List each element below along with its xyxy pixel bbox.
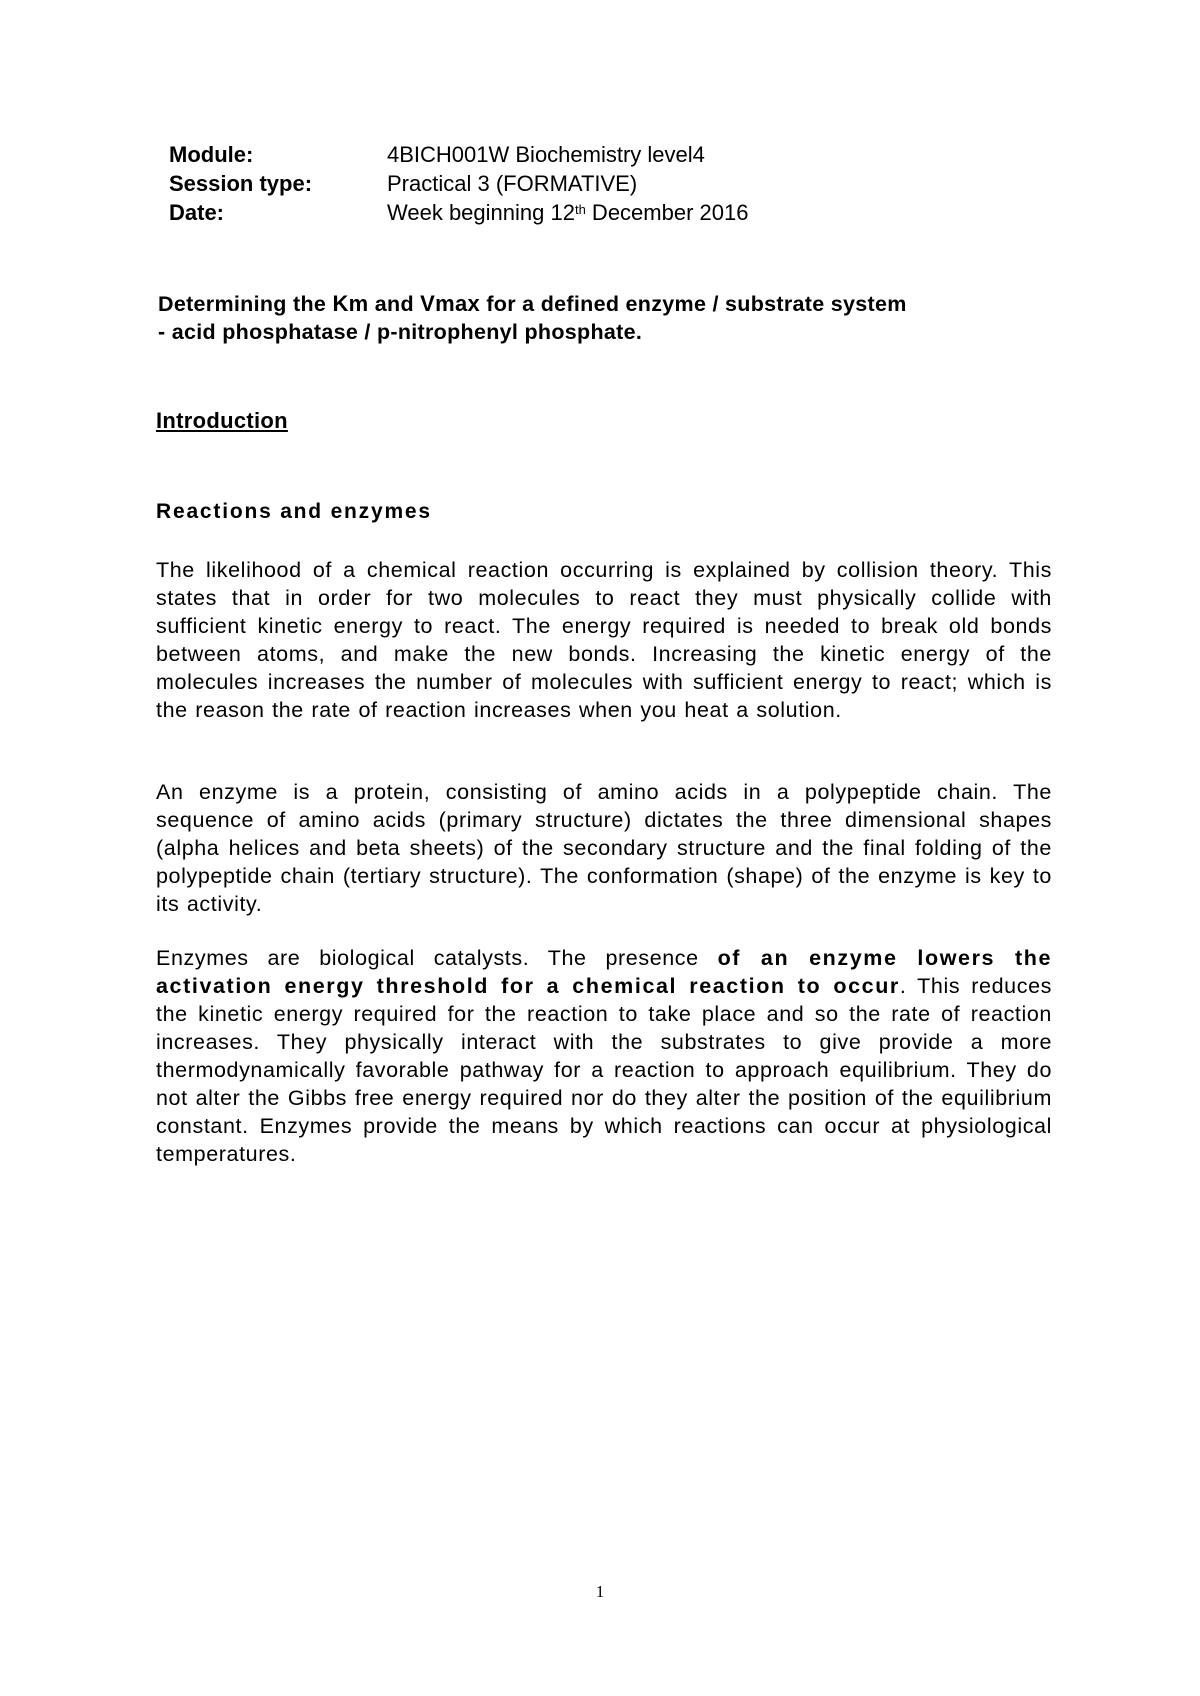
date-row [169, 198, 748, 227]
introduction-heading: Introduction [156, 408, 288, 433]
module-row [169, 140, 748, 169]
reactions-enzymes-heading: Reactions and enzymes [156, 500, 432, 523]
document-title [158, 290, 1058, 346]
module-label: Module: [169, 142, 254, 167]
date-suffix: December 2016 [585, 200, 749, 225]
paragraph-enzyme-catalysts [156, 944, 1052, 1168]
session-type-label: Session type: [169, 171, 313, 196]
paragraph-enzyme-structure: An enzyme is a protein, consisting of amino acids in a polypeptide chain. The sequence of amino acids (primary structure) dictates the three dimensional shapes (alpha helices and beta sheets) of the secondary structure and the final folding of the polypeptide chain (tertiary structure). The conformation (shape) of the enzyme is key to its activity. [156, 780, 1052, 916]
date-value [387, 198, 748, 227]
title-text-1: Determining the [158, 292, 333, 316]
date-prefix: Week beginning 12 [387, 200, 575, 225]
title-text-2: and [368, 292, 421, 316]
session-type-row [169, 169, 748, 198]
title-text-3: for a defined enzyme / substrate system [480, 292, 907, 316]
session-type-value: Practical 3 (FORMATIVE) [387, 171, 638, 196]
p3-start: Enzymes are biological catalysts. The presence [156, 946, 718, 970]
title-km: Km [332, 291, 369, 316]
date-ordinal: th [574, 202, 586, 217]
p3-emphasis: of an enzyme lowers the activation energy threshold for a chemical reaction to occur [156, 946, 1053, 998]
session-info [169, 140, 748, 227]
title-vmax: Vmax [420, 291, 481, 316]
module-value: 4BICH001W Biochemistry level4 [387, 142, 705, 167]
paragraph-collision-theory: The likelihood of a chemical reaction occurring is explained by collision theory. This states that in order for two molecules to react they must physically collide with sufficient kinetic energy to react. The energy required is needed to break old bonds between atoms, and make the new bonds. Increasing the kinetic energy of the molecules increases the number of molecules with sufficient energy to react; which is the reason the rate of reaction increases when you heat a solution. [156, 558, 1052, 722]
p3-end: . This reduces the kinetic energy required for the reaction to take place and so the rate of reaction increases. They physically interact with the substrates to give provide a more thermodynamically favorable pathway for a reaction to approach equilibrium. They do not alter the Gibbs free energy required nor do they alter the position of the equilibrium constant. Enzymes provide the means by which reactions can occur at physiological temperatures. [156, 974, 1052, 1166]
date-label: Date: [169, 200, 225, 225]
page-number: 1 [595, 1582, 605, 1601]
title-line-1 [158, 290, 1058, 318]
title-line-2: - acid phosphatase / p-nitrophenyl phosphate. [158, 320, 643, 344]
